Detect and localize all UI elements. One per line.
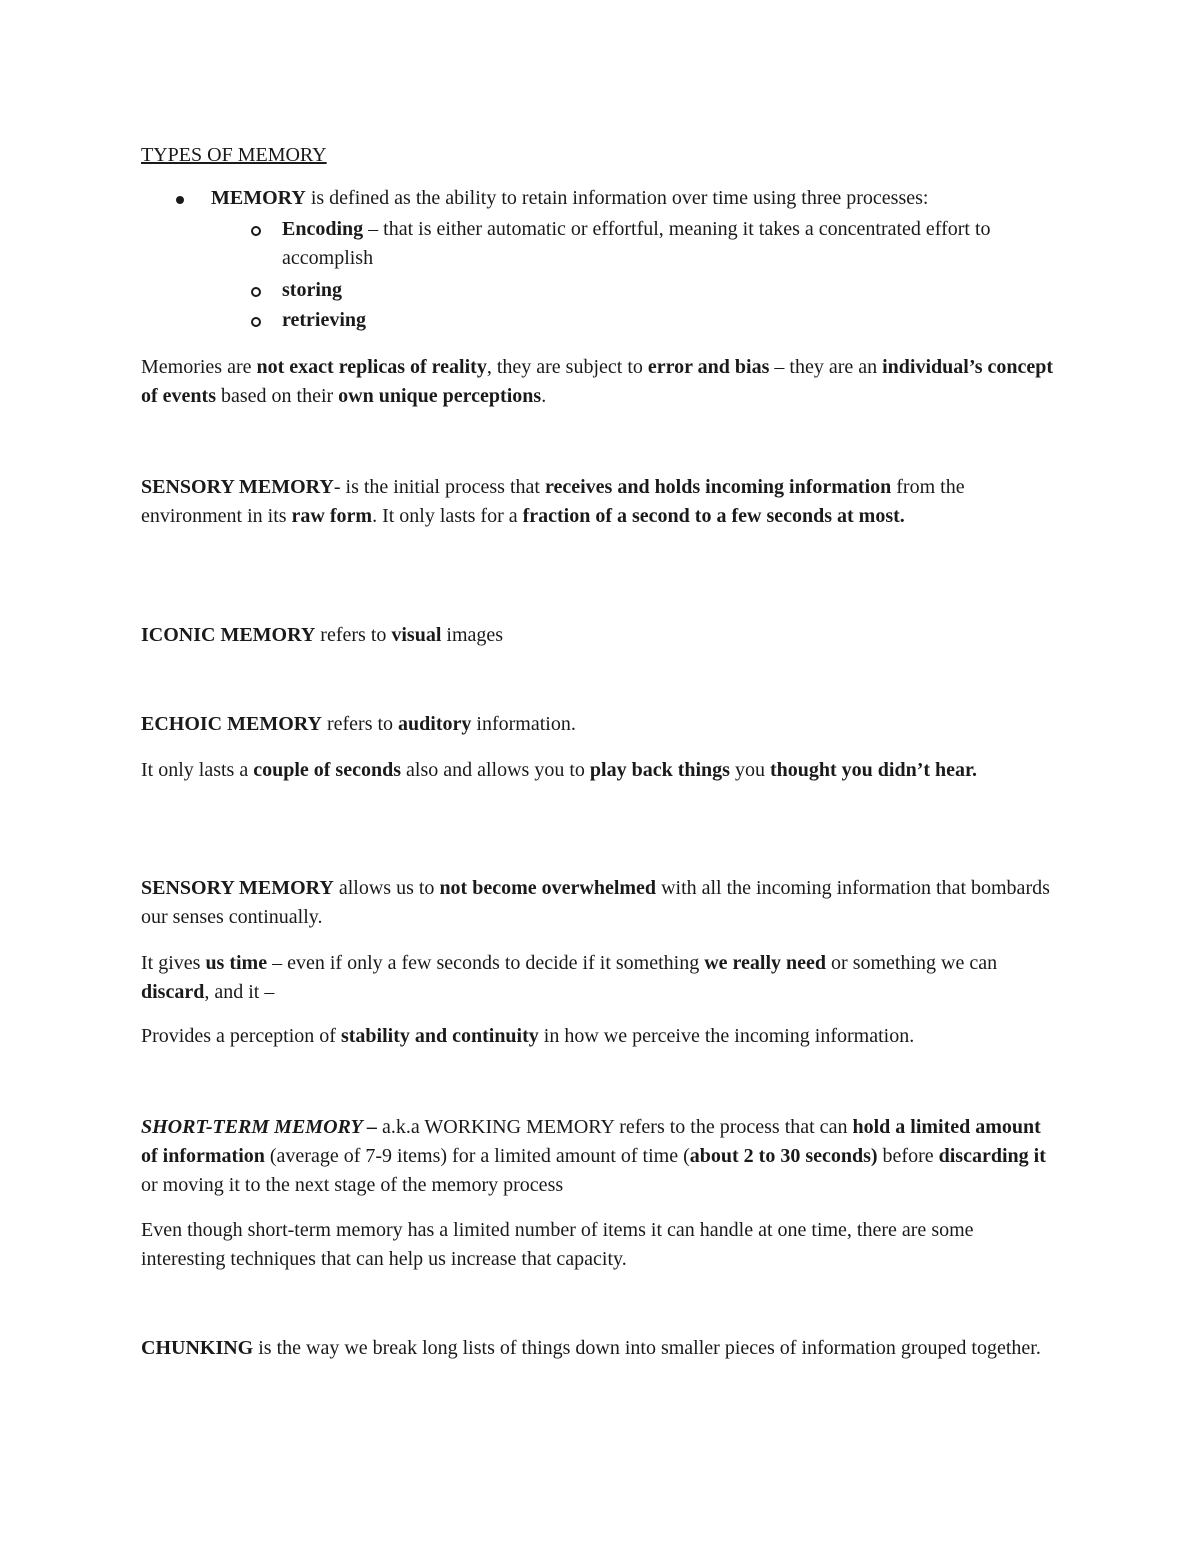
process-storing: storing [282,279,342,301]
process-encoding: Encoding – that is either automatic or effortful, meaning it takes a concentrated effort to accomplish [282,218,991,269]
paragraph-short-term-memory: SHORT-TERM MEMORY – a.k.a WORKING MEMORY refers to the process that can hold a limited amount of information (average of 7-9 items) for a limited amount of time (about 2 to 30 seconds) before discarding it or moving it to the next stage of the memory process [141,1116,1046,1196]
process-retrieving: retrieving [282,309,367,331]
paragraph-provides: Provides a perception of stability and continuity in how we perceive the incoming information. [141,1025,915,1047]
paragraph-even-though: Even though short-term memory has a limited number of items it can handle at one time, there are some interesting techniques that can help us increase that capacity. [141,1219,974,1270]
paragraph-sensory-memory: SENSORY MEMORY- is the initial process that receives and holds incoming information from the environment in its raw form. It only lasts for a fraction of a second to a few seconds at most. [141,476,965,527]
paragraph-only-lasts: It only lasts a couple of seconds also and allows you to play back things you thought you didn’t hear. [141,759,978,781]
bullet-circle-icon [251,287,261,297]
paragraph-iconic-memory: ICONIC MEMORY refers to visual images [141,624,504,646]
paragraph-memories: Memories are not exact replicas of reality, they are subject to error and bias – they are an individual’s concept of events based on their own unique perceptions. [141,356,1054,407]
paragraph-chunking: CHUNKING is the way we break long lists of things down into smaller pieces of information grouped together. [141,1337,1041,1359]
paragraph-echoic-memory: ECHOIC MEMORY refers to auditory information. [141,713,576,735]
paragraph-sensory-memory-2: SENSORY MEMORY allows us to not become overwhelmed with all the incoming information that bombards our senses continually. [141,877,1050,928]
bullet-circle-icon [251,317,261,327]
memory-definition: MEMORY is defined as the ability to retain information over time using three processes: [211,187,929,209]
document-title: TYPES OF MEMORY [141,144,327,166]
bullet-dot-icon [176,196,184,204]
bullet-circle-icon [251,226,261,236]
paragraph-gives-time: It gives us time – even if only a few seconds to decide if it something we really need or something we can discard, and it – [141,952,998,1003]
